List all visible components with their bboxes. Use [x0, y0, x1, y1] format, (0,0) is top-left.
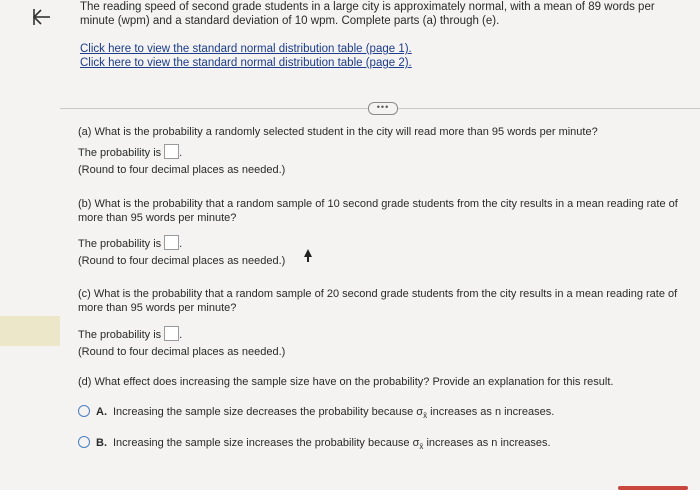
back-arrow-icon[interactable] [30, 6, 52, 28]
part-c-answer-input[interactable] [164, 326, 179, 341]
intro-line-1: The reading speed of second grade students in a large city is approximately normal, with a mean of 89 words per [80, 1, 655, 13]
option-a-sub: x̄ [423, 411, 428, 420]
part-c-answer-label: The probability is [78, 329, 162, 341]
part-a-hint: (Round to four decimal places as needed.) [78, 164, 286, 176]
part-a-question: (a) What is the probability a randomly selected student in the city will read more than 95 words per minute? [78, 126, 598, 138]
option-a-letter: A. [96, 406, 107, 418]
part-a-answer-input[interactable] [164, 144, 179, 159]
option-b-letter: B. [96, 437, 107, 449]
table-links [80, 42, 412, 70]
part-d-question: (d) What effect does increasing the sample size have on the probability? Provide an explanation for this result. [78, 376, 614, 388]
part-c-question: (c) What is the probability that a random sample of 20 second grade students from the city results in a mean reading rate of more than 95 words per minute? [78, 288, 678, 314]
part-b-hint: (Round to four decimal places as needed.) [78, 255, 286, 267]
side-highlight [0, 316, 60, 346]
intro-line-2: minute (wpm) and a standard deviation of 10 wpm. Complete parts (a) through (e). [80, 15, 500, 27]
normal-table-page1-link[interactable]: Click here to view the standard normal distribution table (page 1). [80, 43, 412, 55]
option-b[interactable] [78, 436, 551, 454]
option-a-radio[interactable] [78, 405, 90, 417]
option-b-text-end: increases as n increases. [423, 437, 551, 449]
option-b-text: Increasing the sample size increases the probability because σ [113, 437, 420, 449]
part-c-hint: (Round to four decimal places as needed.) [78, 346, 286, 358]
part-b-answer: The probability is . (Round to four decimal places as needed.) [78, 235, 285, 270]
option-a[interactable] [78, 405, 554, 423]
part-a-answer: The probability is . (Round to four decimal places as needed.) [78, 144, 285, 179]
part-c-answer: The probability is . (Round to four decimal places as needed.) [78, 326, 285, 361]
mouse-cursor-icon [303, 249, 313, 263]
part-b-answer-label: The probability is [78, 238, 162, 250]
problem-intro [80, 0, 680, 28]
option-b-sub: x̄ [419, 442, 424, 451]
part-b-question: (b) What is the probability that a random sample of 10 second grade students from the city results in a mean reading rate of more than 95 words per minute? [78, 198, 678, 224]
progress-mark [618, 486, 688, 490]
part-b-answer-input[interactable] [164, 235, 179, 250]
option-b-radio[interactable] [78, 436, 90, 448]
part-a-answer-label: The probability is [78, 147, 162, 159]
option-a-text-end: increases as n increases. [427, 406, 555, 418]
option-a-text: Increasing the sample size decreases the probability because σ [113, 406, 424, 418]
normal-table-page2-link[interactable]: Click here to view the standard normal distribution table (page 2). [80, 57, 412, 69]
expand-button[interactable]: ••• [368, 102, 398, 115]
